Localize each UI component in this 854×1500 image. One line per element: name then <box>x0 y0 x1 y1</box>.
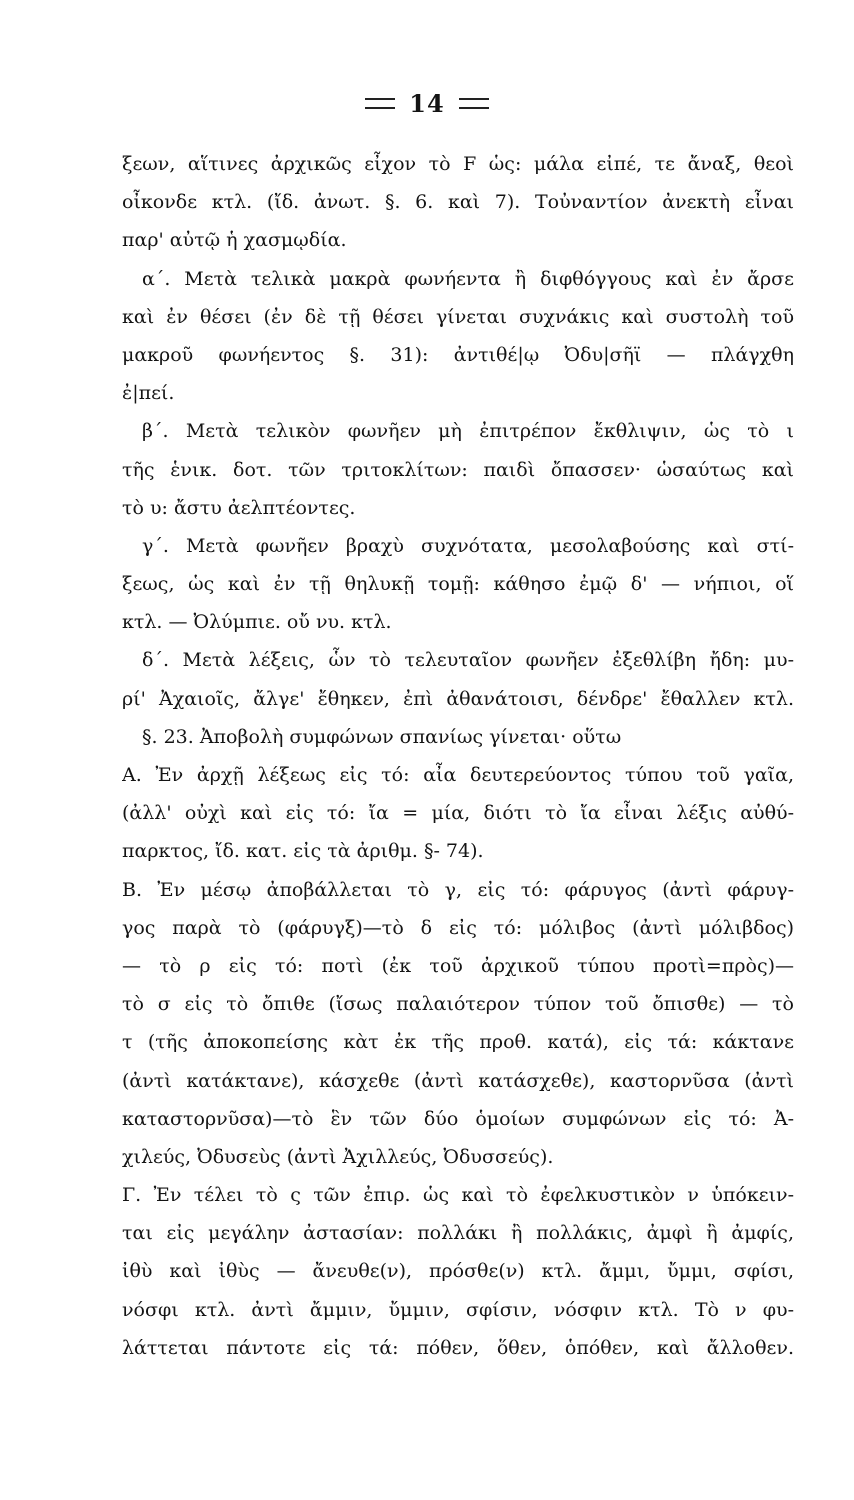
header-rule-left <box>365 98 395 109</box>
text-line: καταστορνῦσα)—τὸ ἓν τῶν δύο ὁμοίων συμφώνων εἰς τό: Ἀ- <box>122 1107 794 1130</box>
text-line: ξεως, ὡς καὶ ἐν τῇ θηλυκῇ τομῇ: κάθησο ἐμῷ δ' — νήπιοι, οἵ <box>122 573 794 596</box>
page-number: 14 <box>409 89 445 118</box>
text-line: τὸ σ εἰς τὸ ὄπιθε (ἴσως παλαιότερον τύπον τοῦ ὄπισθε) — τὸ <box>122 993 794 1016</box>
text-line: (ἀντὶ κατάκτανε), κάσχεθε (ἀντὶ κατάσχεθε), καστορνῦσα (ἀντὶ <box>122 1069 794 1092</box>
text-line: α΄. Μετὰ τελικὰ μακρὰ φωνήεντα ἢ διφθόγγους καὶ ἐν ἄρσε <box>142 267 794 290</box>
page-header <box>0 88 854 118</box>
text-line: τῆς ἑνικ. δοτ. τῶν τριτοκλίτων: παιδὶ ὄπασσεν· ὡσαύτως καὶ <box>122 458 794 481</box>
text-line: — τὸ ρ εἰς τό: ποτὶ (ἐκ τοῦ ἀρχικοῦ τύπου προτὶ=πρὸς)— <box>122 954 794 977</box>
text-line: γ΄. Μετὰ φωνῆεν βραχὺ συχνότατα, μεσολαβούσης καὶ στί- <box>142 534 794 557</box>
text-line: τὸ υ: ἄστυ ἀελπτέοντες. <box>122 496 356 519</box>
text-line: ἰθὺ καὶ ἰθὺς — ἄνευθε(ν), πρόσθε(ν) κτλ. ἄμμι, ὔμμι, σφίσι, <box>122 1260 794 1283</box>
text-line: χιλεύς, Ὀδυσεὺς (ἀντὶ Ἀχιλλεύς, Ὀδυσσεύς). <box>122 1145 554 1168</box>
text-line: §. 23. Ἀποβολὴ συμφώνων σπανίως γίνεται· οὕτω <box>142 725 622 748</box>
text-line: νόσφι κτλ. ἀντὶ ἄμμιν, ὔμμιν, σφίσιν, νόσφιν κτλ. Τὸ ν φυ- <box>122 1298 794 1321</box>
text-line: παρ' αὐτῷ ἡ χασμῳδία. <box>122 229 347 252</box>
text-line: ξεων, αἵτινες ἀρχικῶς εἶχον τὸ F ὡς: μάλα εἰπέ, τε ἄναξ, θεοὶ <box>122 153 794 175</box>
text-line: Β. Ἐν μέσῳ ἀποβάλλεται τὸ γ, εἰς τό: φάρυγος (ἀντὶ φάρυγ- <box>122 878 794 901</box>
text-line: οἶκονδε κτλ. (ἴδ. ἀνωτ. §. 6. καὶ 7). Τοὐναντίον ἀνεκτὴ εἶναι <box>122 191 794 214</box>
text-line: μακροῦ φωνήεντος §. 31): ἀντιθέ|ῳ Ὀδυ|σῆϊ — πλάγχθη <box>122 343 794 366</box>
text-line: ρί' Ἀχαιοῖς, ἄλγε' ἔθηκεν, ἐπὶ ἀθανάτοισι, δένδρε' ἔθαλλεν κτλ. <box>122 687 794 710</box>
text-line: ἐ|πεί. <box>122 382 175 405</box>
text-line: λάττεται πάντοτε εἰς τά: πόθεν, ὅθεν, ὁπόθεν, καὶ ἄλλοθεν. <box>122 1336 794 1359</box>
text-line: παρκτος, ἴδ. κατ. εἰς τὰ ἀριθμ. §- 74). <box>122 840 484 863</box>
text-line: δ΄. Μετὰ λέξεις, ὧν τὸ τελευταῖον φωνῆεν ἐξεθλίβη ἤδη: μυ- <box>142 649 794 672</box>
text-line: κτλ. — Ὀλύμπιε. οὔ νυ. κτλ. <box>122 611 392 634</box>
text-line: ται εἰς μεγάλην ἀστασίαν: πολλάκι ἢ πολλάκις, ἀμφὶ ἢ ἀμφίς, <box>122 1222 794 1245</box>
text-line: β΄. Μετὰ τελικὸν φωνῆεν μὴ ἐπιτρέπον ἔκθλιψιν, ὡς τὸ ι <box>142 420 794 443</box>
text-line: Γ. Ἐν τέλει τὸ ς τῶν ἐπιρ. ὡς καὶ τὸ ἐφελκυστικὸν ν ὑπόκειν- <box>122 1184 794 1207</box>
text-line: καὶ ἐν θέσει (ἐν δὲ τῇ θέσει γίνεται συχνάκις καὶ συστολὴ τοῦ <box>122 305 794 328</box>
text-line: τ (τῆς ἀποκοπείσης κὰτ ἐκ τῆς προθ. κατά), εἰς τά: κάκτανε <box>122 1031 794 1054</box>
text-line: (ἀλλ' οὐχὶ καὶ εἰς τό: ἴα = μία, διότι τὸ ἴα εἶναι λέξις αὐθύ- <box>122 802 794 825</box>
body-text <box>122 145 794 1367</box>
text-line: γος παρὰ τὸ (φάρυγξ)—τὸ δ εἰς τό: μόλιβος (ἀντὶ μόλιβδος) <box>122 916 794 939</box>
text-line: Α. Ἐν ἀρχῇ λέξεως εἰς τό: αἶα δευτερεύοντος τύπου τοῦ γαῖα, <box>122 764 794 786</box>
header-rule-right <box>459 98 489 109</box>
